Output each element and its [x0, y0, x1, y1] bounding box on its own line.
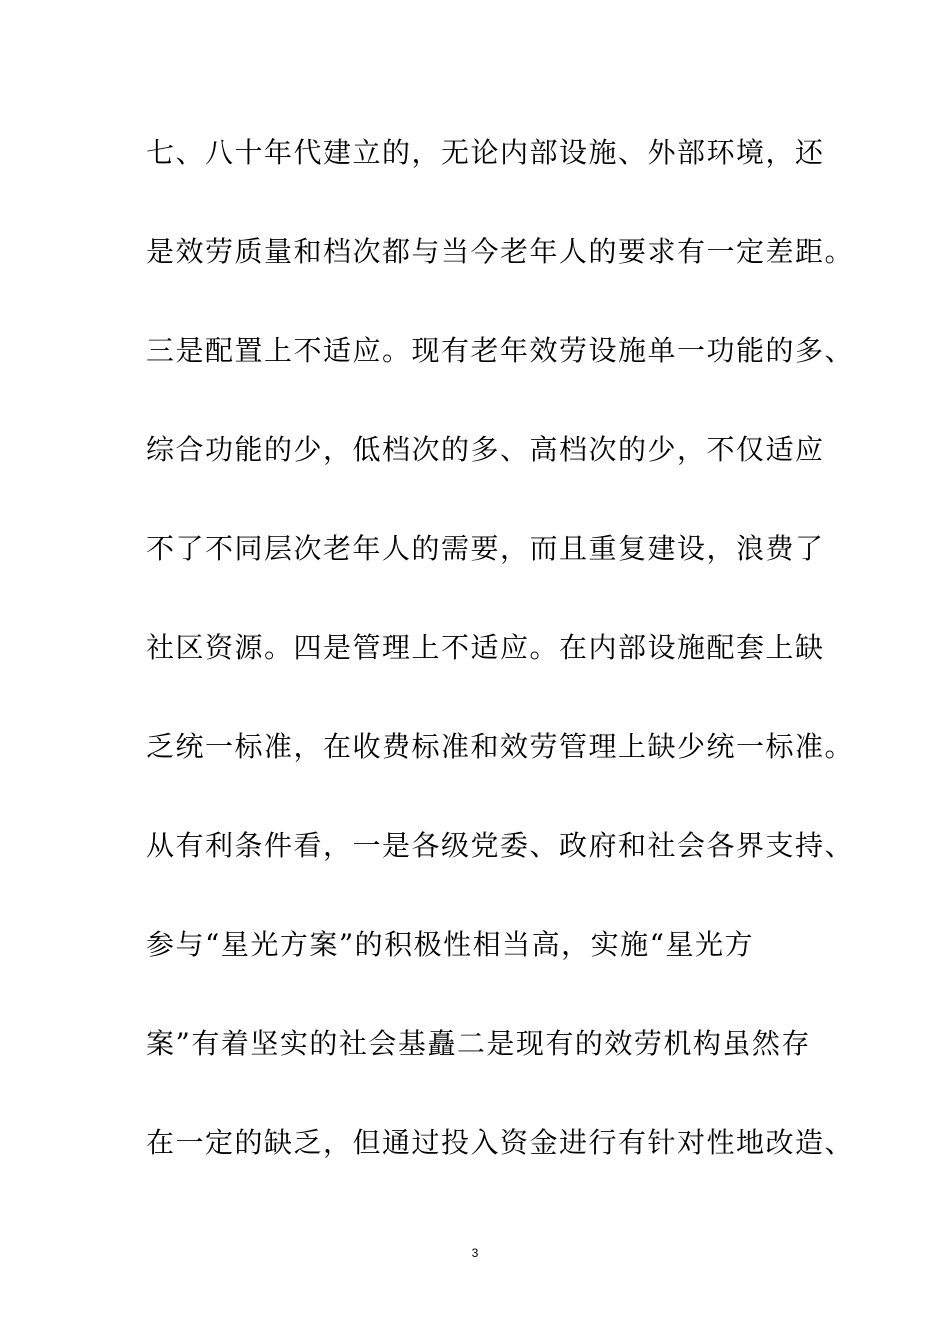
text-line: 在一定的缺乏，但通过投入资金进行有针对性地改造、 — [146, 1126, 855, 1159]
text-line: 从有利条件看，一是各级党委、政府和社会各界支持、 — [146, 829, 855, 862]
text-line: 三是配置上不适应。现有老年效劳设施单一功能的多、 — [146, 334, 855, 367]
text-line: 不了不同层次老年人的需要，而且重复建设，浪费了 — [146, 532, 825, 565]
text-line: 参与“星光方案”的积极性相当高，实施“星光方 — [146, 928, 754, 961]
text-line: 乏统一标准，在收费标准和效劳管理上缺少统一标准。 — [146, 730, 855, 763]
page-number: 3 — [471, 1246, 479, 1260]
text-line: 七、八十年代建立的，无论内部设施、外部环境，还 — [146, 136, 825, 169]
text-line: 是效劳质量和档次都与当今老年人的要求有一定差距。 — [146, 235, 855, 268]
text-line: 社区资源。四是管理上不适应。在内部设施配套上缺 — [146, 631, 825, 664]
text-line: 综合功能的少，低档次的多、高档次的少，不仅适应 — [146, 433, 825, 466]
body-text — [146, 128, 855, 1217]
text-line: 案”有着坚实的社会基矗二是现有的效劳机构虽然存 — [146, 1027, 811, 1060]
